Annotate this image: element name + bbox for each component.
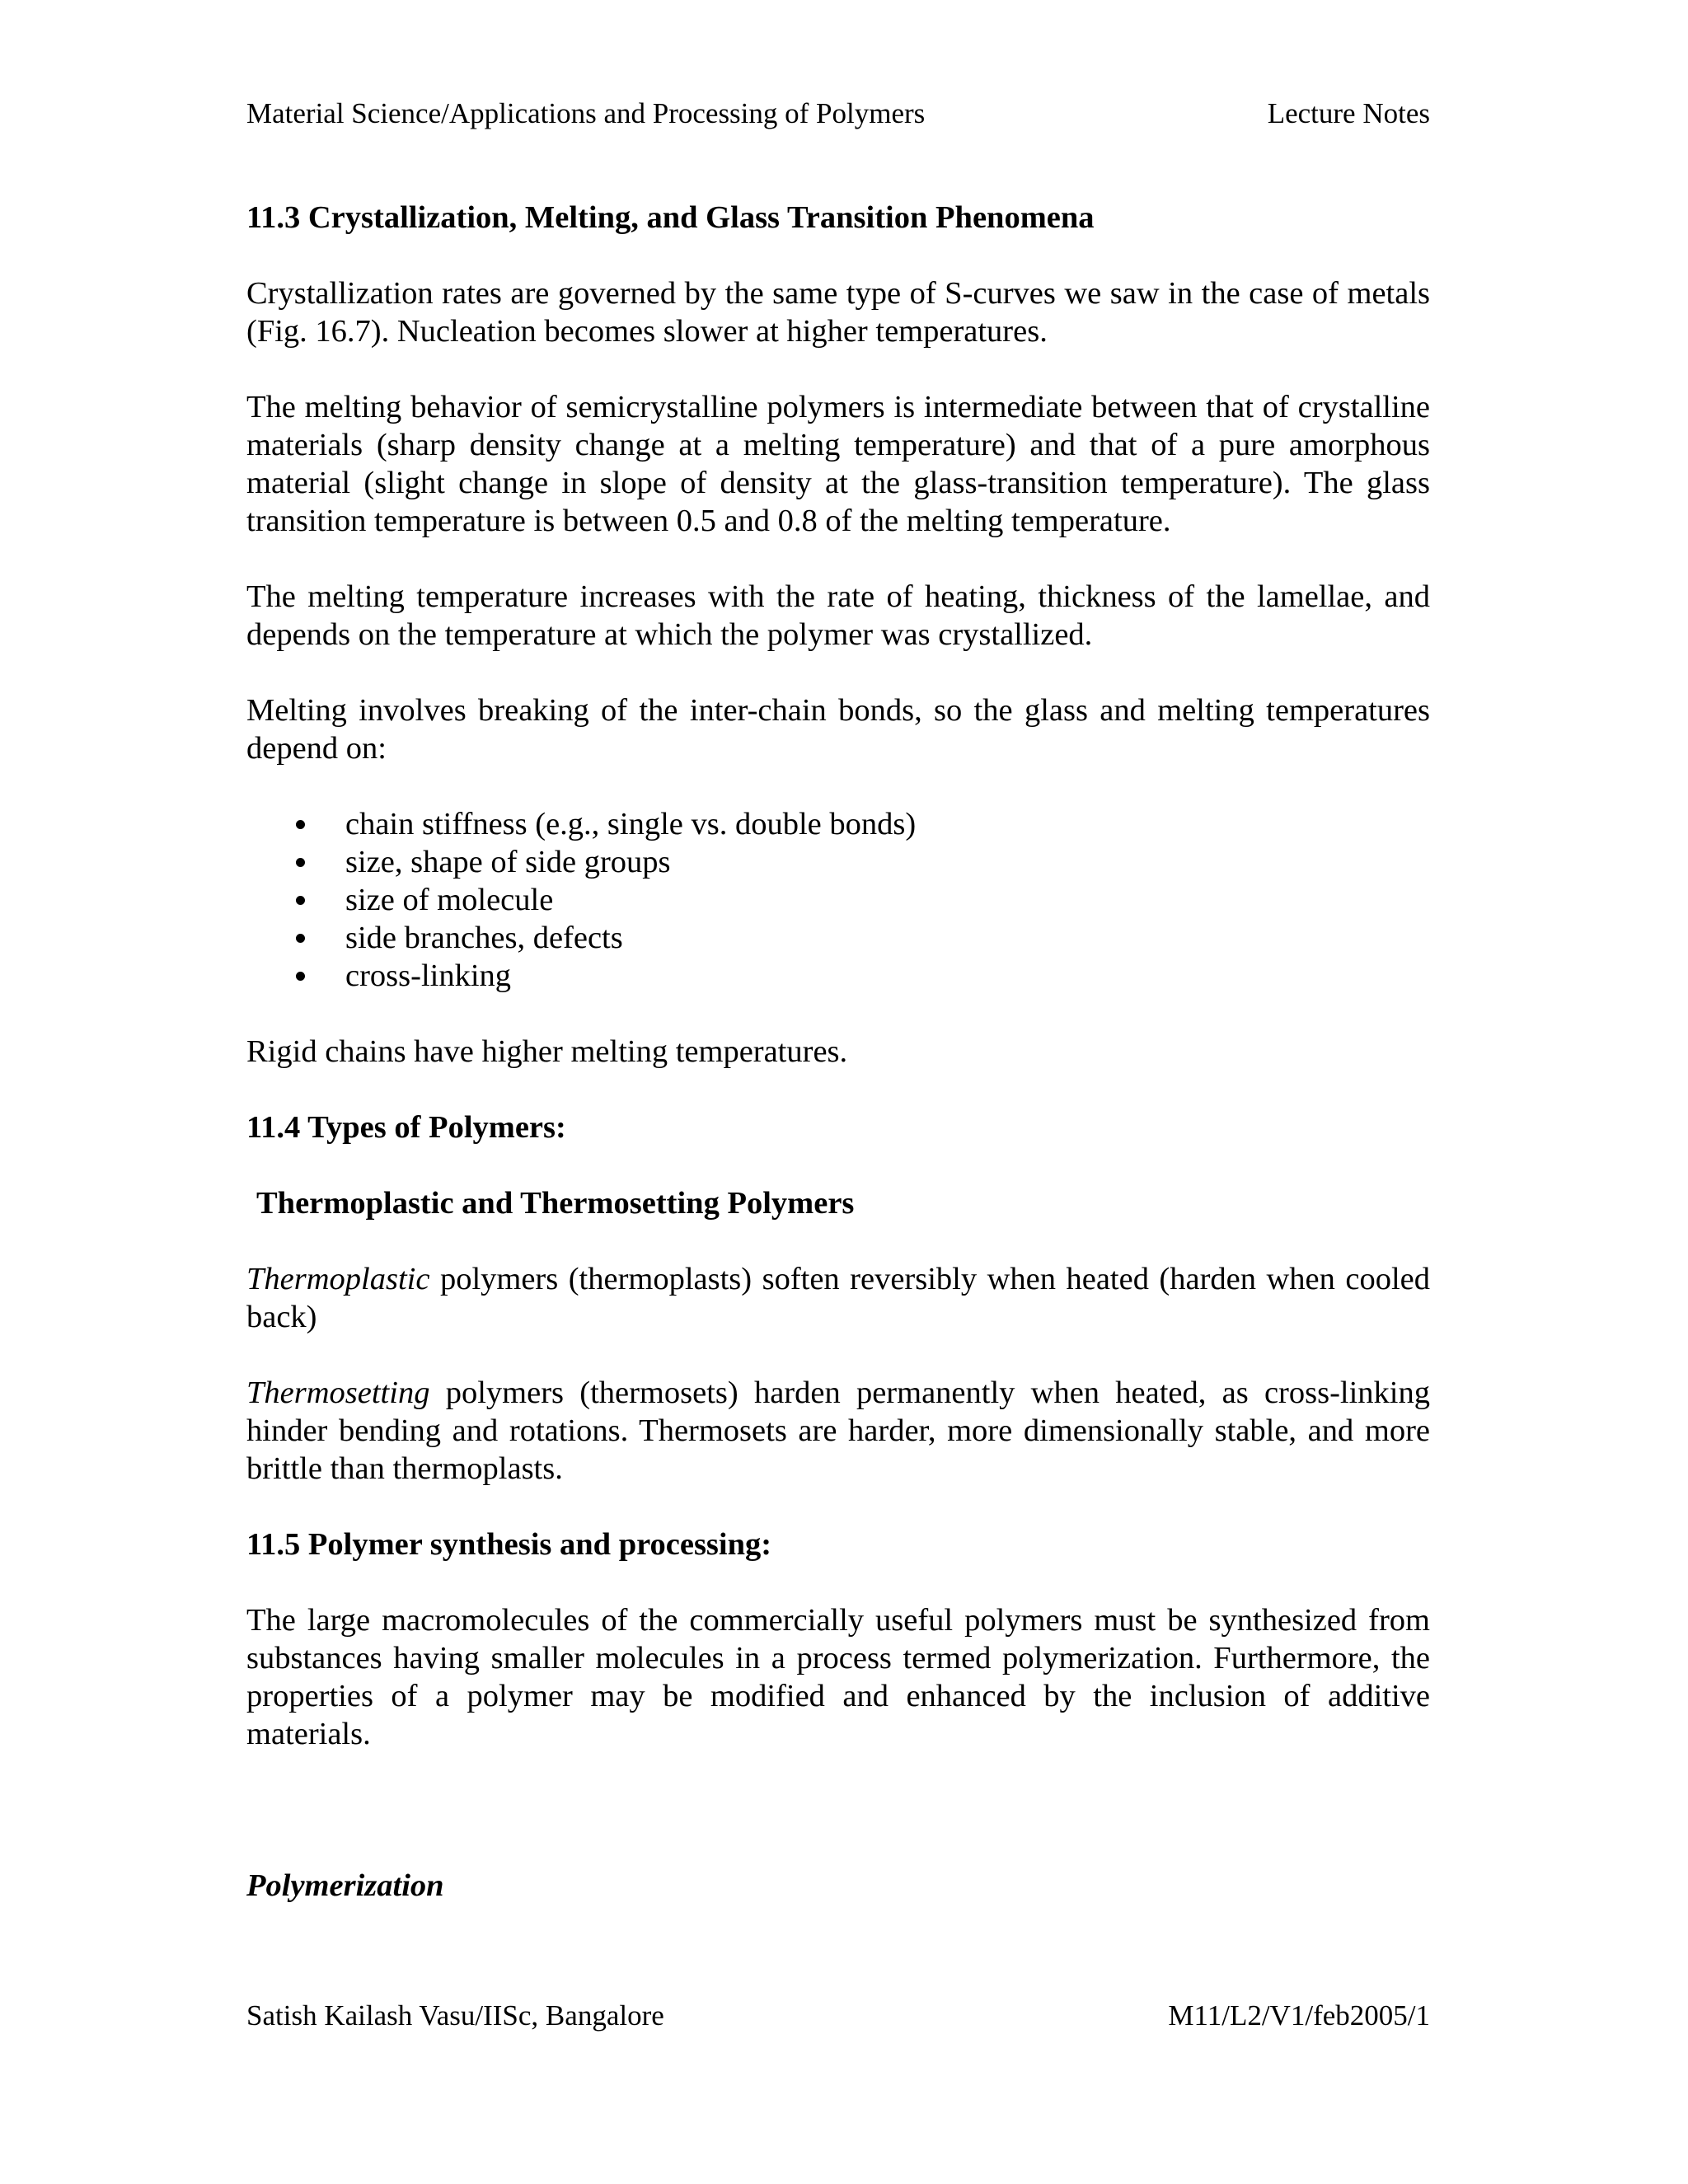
subsection-heading-thermo: Thermoplastic and Thermosetting Polymers: [256, 1186, 855, 1221]
list-item: [246, 843, 1430, 881]
paragraph-thermoplastic: [246, 1260, 1430, 1336]
paragraph-rigid-chains: Rigid chains have higher melting temperatures.: [246, 1034, 848, 1069]
list-item-text: size of molecule: [345, 883, 554, 917]
thermosetting-description: polymers (thermosets) harden permanently when heated, as cross-linking hinder bending and rotations. Thermosets are harder, more dimensionally stable, and more brittle than thermoplasts.: [246, 1376, 1430, 1486]
list-item: [246, 957, 1430, 995]
list-item: [246, 919, 1430, 957]
bullet-icon: [296, 858, 305, 867]
list-item-text: cross-linking: [345, 958, 512, 993]
subheading-polymerization: Polymerization: [246, 1868, 444, 1903]
paragraph-melting-temperature: The melting temperature increases with the rate of heating, thickness of the lamellae, and depends on the temperature at which the polymer was crystallized.: [246, 579, 1430, 652]
term-thermoplastic: Thermoplastic: [246, 1262, 430, 1296]
paragraph-thermosetting: [246, 1374, 1430, 1488]
paragraph-melting-dependence: Melting involves breaking of the inter-chain bonds, so the glass and melting temperatures depend on:: [246, 693, 1430, 766]
list-item-text: size, shape of side groups: [345, 845, 671, 879]
paragraph-melting-behavior: The melting behavior of semicrystalline polymers is intermediate between that of crystalline materials (sharp density change at a melting temperature) and that of a pure amorphous material (slight change in slope of density at the glass-transition temperature). The glass transition temperature is between 0.5 and 0.8 of the melting temperature.: [246, 390, 1430, 538]
factor-list: [246, 805, 1430, 995]
thermoplastic-description: polymers (thermoplasts) soften reversibly when heated (harden when cooled back): [246, 1262, 1430, 1334]
page-header: [246, 96, 1430, 132]
list-item: [246, 805, 1430, 843]
header-doc-type: Lecture Notes: [1267, 97, 1430, 129]
section-heading-11-3: 11.3 Crystallization, Melting, and Glass Transition Phenomena: [246, 200, 1095, 235]
bullet-icon: [296, 934, 305, 943]
paragraph-synthesis: The large macromolecules of the commercially useful polymers must be synthesized from substances having smaller molecules in a process termed polymerization. Furthermore, the properties of a polymer may be modified and enhanced by the inclusion of additive materials.: [246, 1603, 1430, 1751]
section-heading-11-4: 11.4 Types of Polymers:: [246, 1110, 566, 1145]
list-item: [246, 881, 1430, 919]
list-item-text: side branches, defects: [345, 921, 623, 955]
bullet-icon: [296, 972, 305, 981]
bullet-icon: [296, 820, 305, 829]
paragraph-crystallization-rates: Crystallization rates are governed by the same type of S-curves we saw in the case of metals (Fig. 16.7). Nucleation becomes slower at higher temperatures.: [246, 276, 1430, 349]
page-content: [246, 199, 1430, 1905]
header-course-title: Material Science/Applications and Processing of Polymers: [246, 97, 926, 129]
footer-doc-id: M11/L2/V1/feb2005/1: [1168, 1999, 1430, 2032]
page-footer: [246, 1998, 1430, 2034]
list-item-text: chain stiffness (e.g., single vs. double bonds): [345, 807, 917, 841]
bullet-icon: [296, 896, 305, 905]
section-heading-11-5: 11.5 Polymer synthesis and processing:: [246, 1527, 772, 1562]
footer-author: Satish Kailash Vasu/IISc, Bangalore: [246, 1999, 664, 2032]
term-thermosetting: Thermosetting: [246, 1376, 430, 1410]
